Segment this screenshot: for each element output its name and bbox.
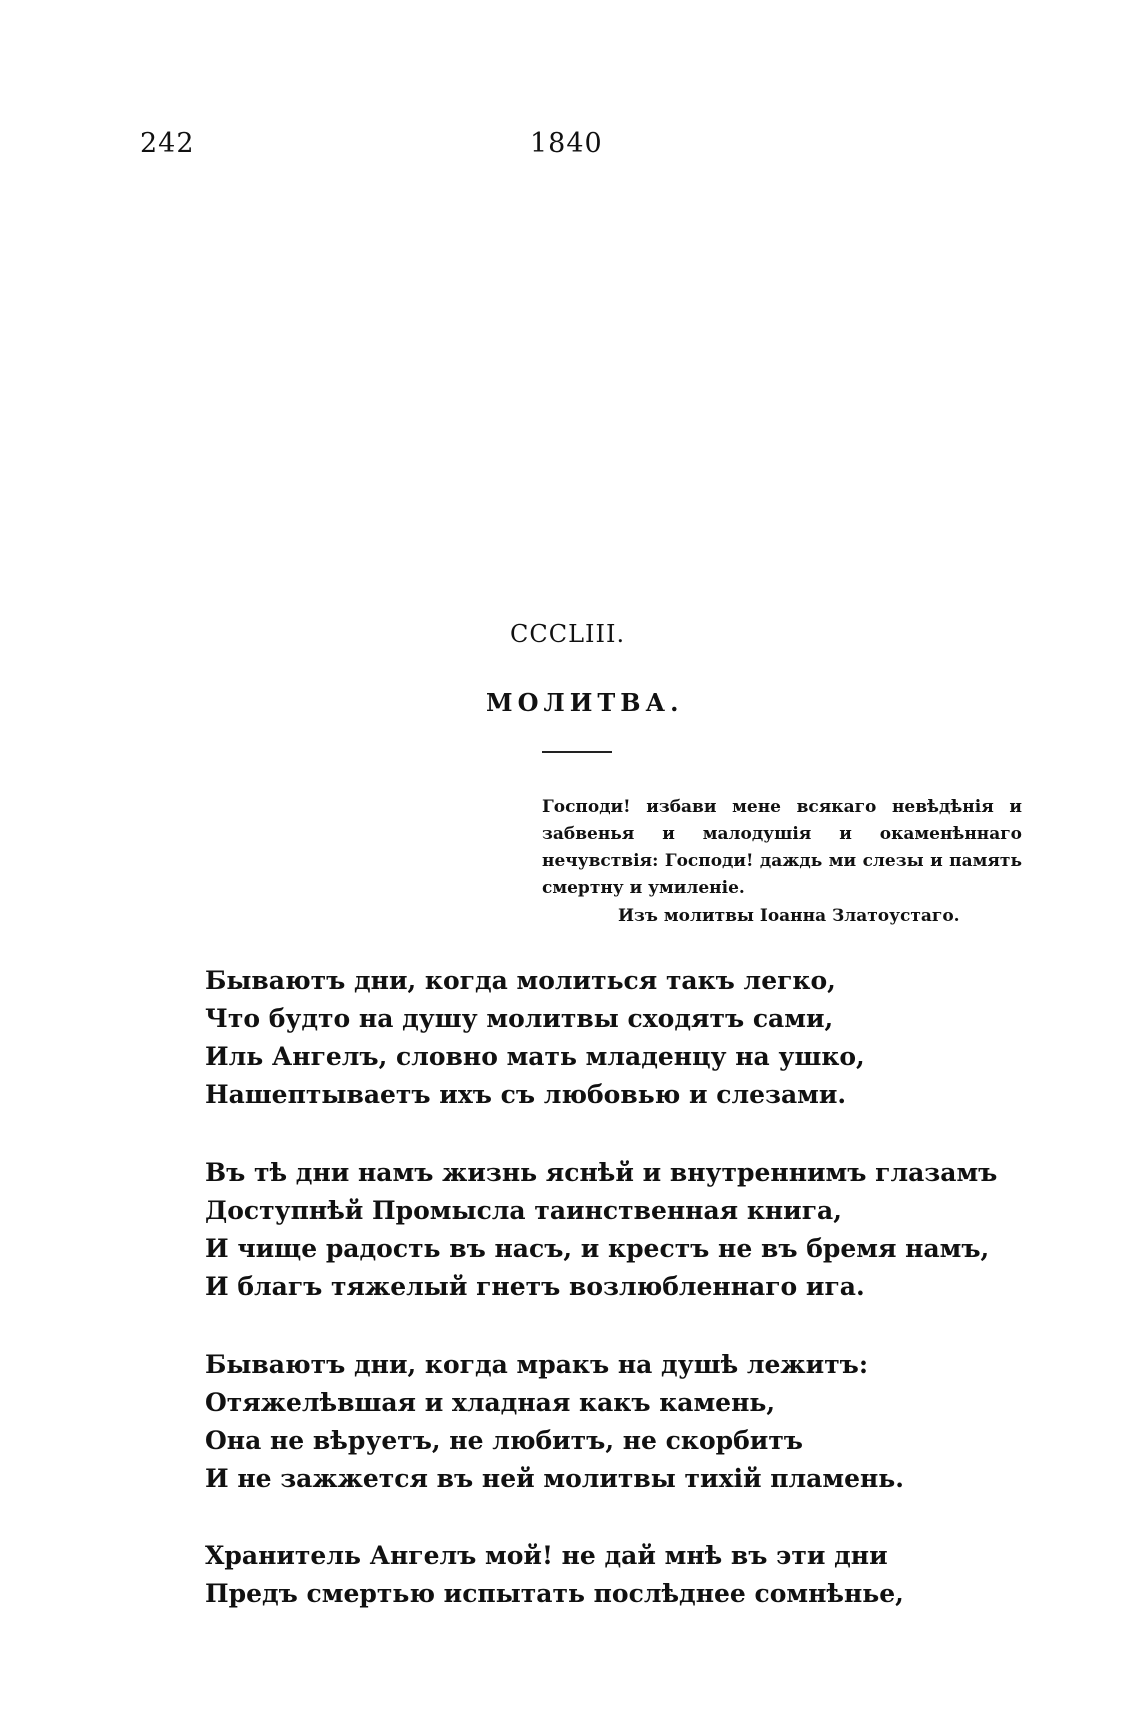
poem-line: Въ тѣ дни намъ жизнь яснѣй и внутреннимъ глазамъ	[205, 1158, 998, 1187]
poem-line: Отяжелѣвшая и хладная какъ камень,	[205, 1388, 776, 1417]
epigraph-source: Изъ молитвы Іоанна Златоустаго.	[618, 906, 960, 926]
poem-line: И благъ тяжелый гнетъ возлюбленнаго ига.	[205, 1272, 865, 1301]
poem-line: Бываютъ дни, когда мракъ на душѣ лежитъ:	[205, 1350, 869, 1379]
running-header-year: 1840	[530, 128, 603, 159]
poem-line: Бываютъ дни, когда молиться такъ легко,	[205, 966, 836, 995]
stanza	[205, 1537, 1065, 1613]
poem-line: Предъ смертью испытать послѣднее сомнѣнье,	[205, 1579, 904, 1608]
poem-line: И не зажжется въ ней молитвы тихій пламень.	[205, 1464, 904, 1493]
poem-line: И чище радость въ насъ, и крестъ не въ бремя намъ,	[205, 1234, 990, 1263]
poem-line: Доступнѣй Промысла таинственная книга,	[205, 1196, 842, 1225]
stanza	[205, 1154, 1065, 1306]
title-divider	[542, 751, 612, 753]
poem-line: Она не вѣруетъ, не любитъ, не скорбитъ	[205, 1426, 803, 1455]
poem-line: Хранитель Ангелъ мой! не дай мнѣ въ эти дни	[205, 1541, 888, 1570]
poem-line: Иль Ангелъ, словно мать младенцу на ушко,	[205, 1042, 865, 1071]
stanza	[205, 1346, 1065, 1498]
epigraph-text: Господи! избави мене всякаго невѣдѣнія и забвенья и малодушія и окаменѣннаго нечувствія: Господи! даждь ми слезы и память смертну и умиленіе.	[542, 797, 1022, 898]
poem-line: Что будто на душу молитвы сходятъ сами,	[205, 1004, 834, 1033]
poem-title: МОЛИТВА.	[486, 688, 684, 717]
stanza	[205, 962, 1065, 1114]
page-number: 242	[140, 128, 195, 159]
poem-line: Нашептываетъ ихъ съ любовью и слезами.	[205, 1080, 847, 1109]
poem-number: CCCLIII.	[510, 620, 626, 648]
